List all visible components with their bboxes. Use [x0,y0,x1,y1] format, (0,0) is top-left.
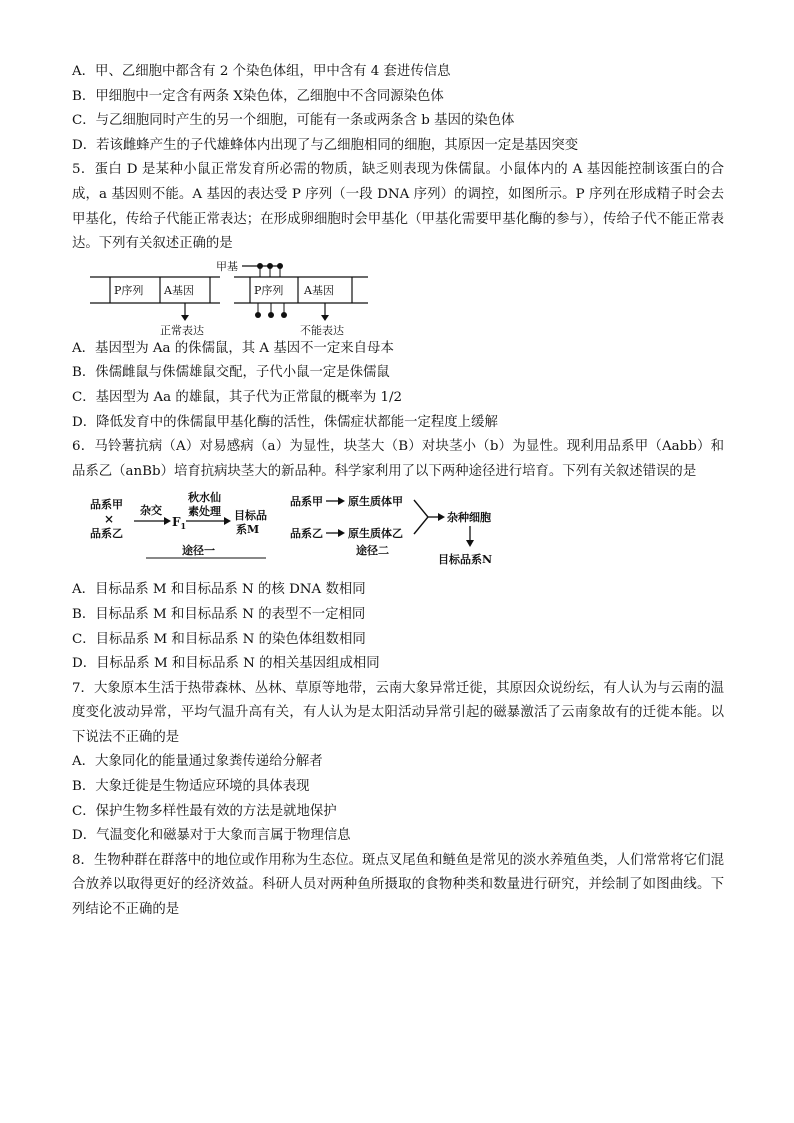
q6-fig-jia: 品系甲 [90,498,123,512]
q4-option-c: C．与乙细胞同时产生的另一个细胞，可能有一条或两条含 b 基因的染色体 [72,113,515,129]
q5-fig-a-label-right: A基因 [304,283,334,297]
q4-option-d: D．若该雌蜂产生的子代雄蜂体内出现了与乙细胞相同的细胞，其原因一定是基因突变 [72,137,579,153]
q6-figure [86,490,724,578]
q6-fig-colch2: 素处理 [188,505,221,519]
q6-fig-zajiao: 杂交 [140,504,162,518]
question-7 [72,677,724,849]
q5-stem: 5．蛋白 D 是某种小鼠正常发育所必需的物质，缺乏则表现为侏儒鼠。小鼠体内的 A 基因能控制该蛋白的合成，a 基因则不能。A 基因的表达受 P 序列（一段 DNA 序列）的调控，如图所示。P 序列在形成精子时会去甲基化，传给子代能正常表达；在形成卵细胞时会甲基化（甲基化需要甲基化酶的参与），传给子代不能正常表达。下列有关叙述正确的是 [72,162,724,252]
q6-fig-colch1: 秋水仙 [188,491,221,505]
q8-stem: 8．生物种群在群落中的地位或作用称为生态位。斑点叉尾鱼和鲢鱼是常见的淡水养殖鱼类，人们常常将它们混合放养以取得更好的经济效益。科研人员对两种鱼所摄取的食物种类和数量进行研究，并绘制了如图曲线。下列结论不正确的是 [72,852,724,918]
q7-stem: 7．大象原本生活于热带森林、丛林、草原等地带，云南大象异常迁徙，其原因众说纷纭，有人认为与云南的温度变化波动异常，平均气温升高有关，有人认为是太阳活动异常引起的磁暴激活了云南象故有的迁徙本能。以下说法不正确的是 [72,680,724,745]
q6-fig-f1: $F_1$ [172,515,187,532]
q6-fig-target-m1: 目标品 [234,509,267,523]
q5-options [72,337,724,435]
q4-options [72,60,724,158]
q7-option-c: C．保护生物多样性最有效的方法是就地保护 [72,803,337,819]
exam-page [72,60,724,923]
q6-fig-hybrid: 杂种细胞 [447,511,491,525]
q6-option-a: A．目标品系 M 和目标品系 N 的核 DNA 数相同 [72,582,366,598]
q6-option-d: D．目标品系 M 和目标品系 N 的相关基因组成相同 [72,656,380,672]
q4-option-b: B．甲细胞中一定含有两条 X染色体，乙细胞中不含同源染色体 [72,88,444,104]
q6-fig-target-n: 目标品系N [438,553,493,567]
q5-fig-normal-label: 正常表达 [160,323,204,337]
q6-fig-target-m2: 系M [236,523,260,537]
q6-fig-proto-yi: 原生质体乙 [348,527,403,541]
q5-fig-methyl-label: 甲基 [216,259,238,273]
q7-option-a: A．大象同化的能量通过象粪传递给分解者 [72,754,323,770]
q6-fig-proto-jia: 原生质体甲 [348,495,403,509]
q5-fig-a-label-left: A基因 [164,283,194,297]
q5-fig-p-label-right: P序列 [254,283,284,297]
q5-option-d: D．降低发育中的侏儒鼠甲基化酶的活性，侏儒症状都能一定程度上缓解 [72,414,498,430]
question-5 [72,158,724,435]
q7-option-d: D．气温变化和磁暴对于大象而言属于物理信息 [72,828,351,844]
q6-fig-yi: 品系乙 [90,527,123,541]
q6-stem: 6．马铃薯抗病（A）对易感病（a）为显性，块茎大（B）对块茎小（b）为显性。现利用品系甲（Aabb）和品系乙（anBb）培育抗病块茎大的新品种。科学家利用了以下两种途径进行培育。下列有关叙述错误的是 [72,439,724,479]
q5-fig-p-label-left: P序列 [114,283,144,297]
q6-fig-route2: 途径二 [356,544,389,558]
q5-option-b: B．侏儒雌鼠与侏儒雄鼠交配，子代小鼠一定是侏儒鼠 [72,365,390,381]
q6-options [72,578,724,676]
q5-option-a: A．基因型为 Aa 的侏儒鼠，其 A 基因不一定来自母本 [72,340,394,356]
q6-fig-route1: 途径一 [182,544,215,558]
q7-option-b: B．大象迁徙是生物适应环境的具体表现 [72,779,310,795]
q5-fig-abnormal-label: 不能表达 [300,323,344,337]
q4-option-a: A．甲、乙细胞中都含有 2 个染色体组，甲中含有 4 套进传信息 [72,64,451,79]
question-8 [72,849,724,923]
q5-option-c: C．基因型为 Aa 的雄鼠，其子代为正常鼠的概率为 1/2 [72,389,403,405]
q6-option-b: B．目标品系 M 和目标品系 N 的表型不一定相同 [72,606,366,622]
q6-fig-cross: × [104,512,115,527]
q5-figure [90,257,724,337]
q6-fig-yi2: 品系乙 [290,527,323,541]
q6-option-c: C．目标品系 M 和目标品系 N 的染色体组数相同 [72,631,366,647]
q6-fig-jia2: 品系甲 [290,495,323,509]
question-6 [72,435,724,677]
